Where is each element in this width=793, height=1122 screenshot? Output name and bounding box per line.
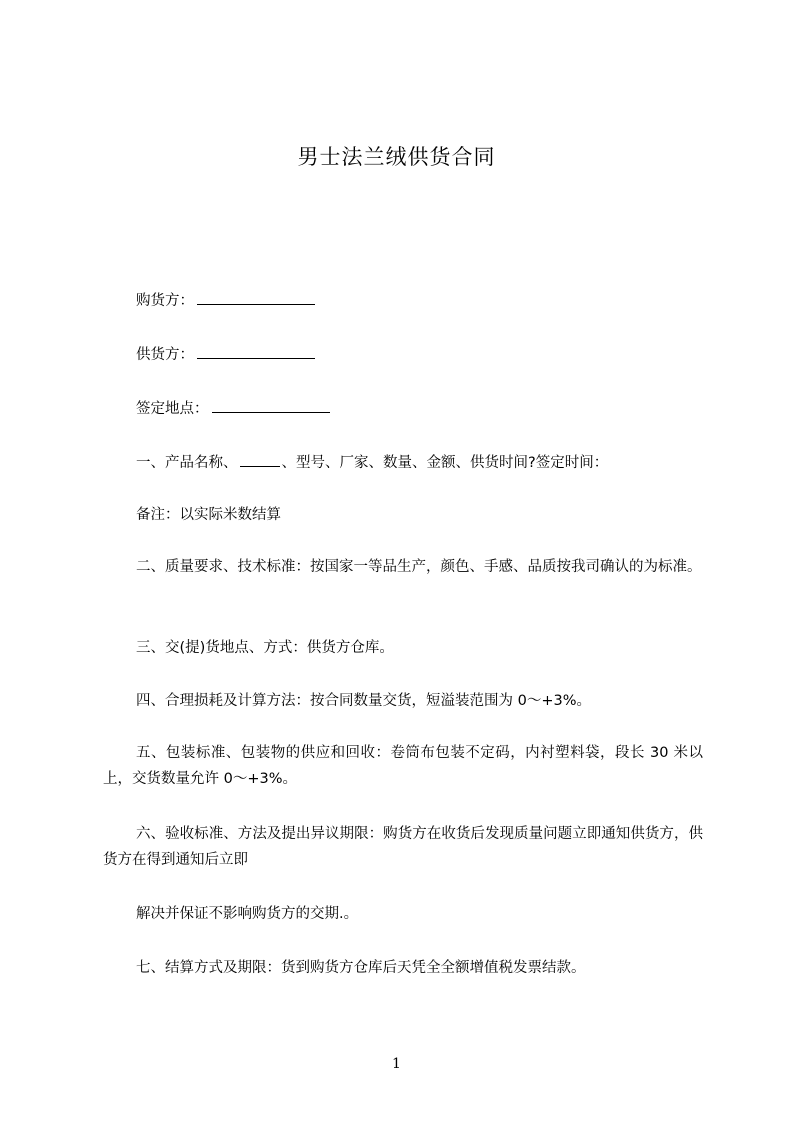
page-number: 1: [392, 1056, 401, 1072]
supplier-label: 供货方：: [136, 347, 194, 363]
clause-1-prefix: 一、产品名称、: [136, 455, 238, 471]
clause-6: 六、验收标准、方法及提出异议期限：购货方在收货后发现质量问题立即通知供货方，供货方在得到通知后立即: [103, 826, 703, 868]
clause-4: 四、合理损耗及计算方法：按合同数量交货，短溢装范围为 0～+3%。: [136, 693, 591, 709]
place-line: [136, 398, 330, 419]
buyer-blank: [197, 290, 315, 305]
product-name-blank: [240, 452, 280, 467]
supplier-line: [136, 344, 315, 365]
clause-6-continued: 解决并保证不影响购货方的交期.。: [136, 906, 359, 922]
clause-1: [136, 452, 608, 473]
supplier-blank: [197, 344, 315, 359]
clause-1-suffix: 、型号、厂家、数量、金额、供货时间?签定时间：: [281, 455, 609, 471]
clause-5: 五、包装标准、包装物的供应和回收：卷筒布包装不定码，内衬塑料袋，段长 30 米以上，交货数量允许 0～+3%。: [103, 745, 703, 787]
place-label: 签定地点：: [136, 401, 209, 417]
buyer-label: 购货方：: [136, 293, 194, 309]
clause-2: 二、质量要求、技术标准：按国家一等品生产，颜色、手感、品质按我司确认的为标准。: [136, 559, 702, 575]
page-title: 男士法兰绒供货合同: [297, 145, 496, 169]
buyer-line: [136, 290, 315, 311]
clause-3: 三、交(提)货地点、方式：供货方仓库。: [136, 640, 394, 656]
place-blank: [212, 398, 330, 413]
remark-line: 备注：以实际米数结算: [136, 507, 281, 523]
clause-7: 七、结算方式及期限：货到购货方仓库后天凭全全额增值税发票结款。: [136, 960, 586, 976]
